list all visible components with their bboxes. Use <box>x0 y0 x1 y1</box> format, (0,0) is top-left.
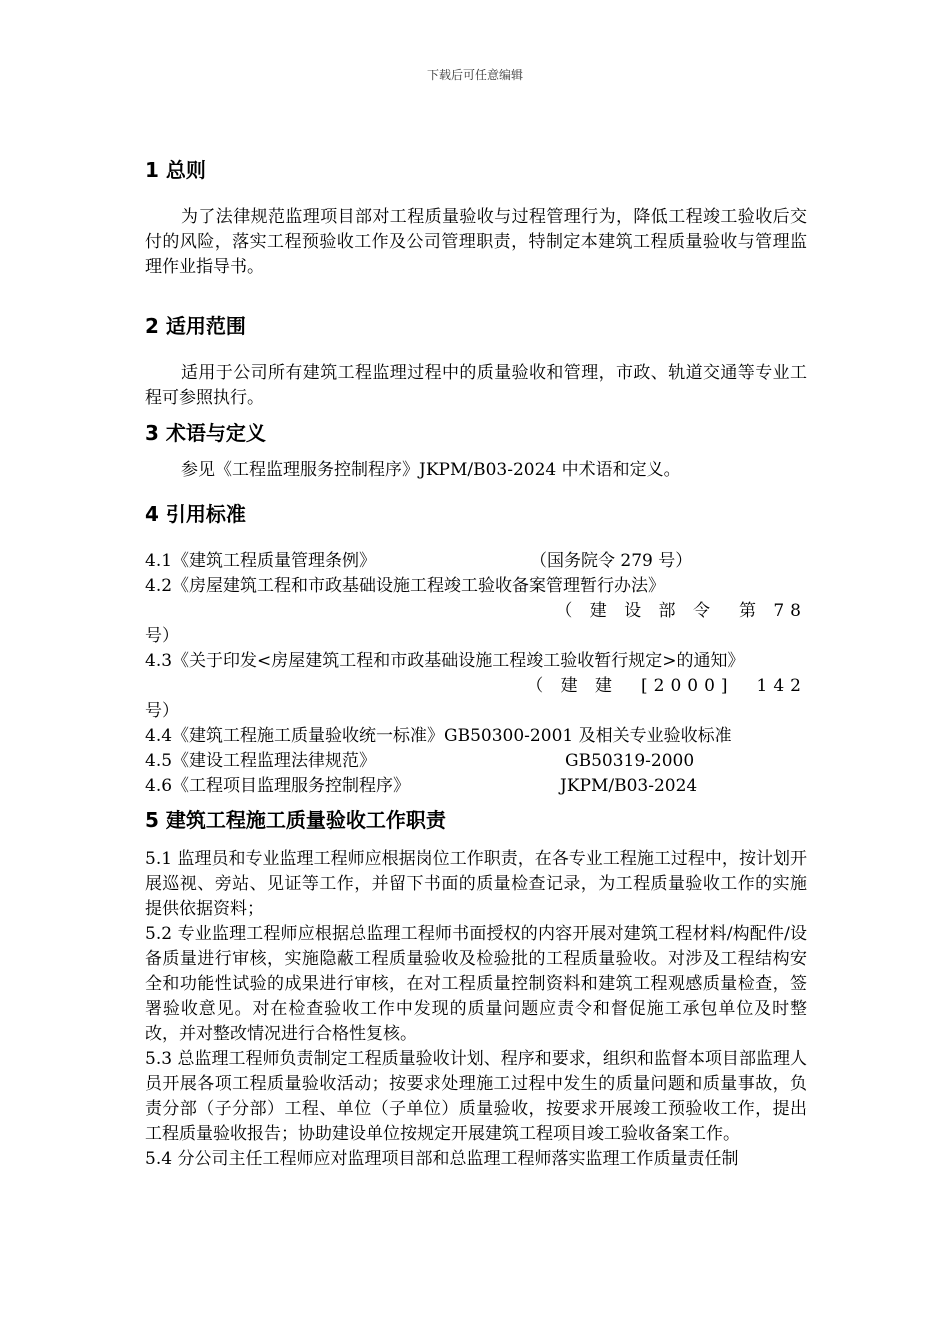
reference-3-title: 4.3《关于印发<房屋建筑工程和市政基础设施工程竣工验收暂行规定>的通知》 <box>145 651 745 671</box>
reference-4-title: 4.4《建筑工程施工质量验收统一标准》GB50300-2001 及相关专业验收标准 <box>145 726 732 746</box>
section-5-heading: 5 建筑工程施工质量验收工作职责 <box>145 808 446 832</box>
reference-1-title: 4.1《建筑工程质量管理条例》 <box>145 551 377 571</box>
section-3-heading: 3 术语与定义 <box>145 421 266 445</box>
section-5-paragraph-3: 5.3 总监理工程师负责制定工程质量验收计划、程序和要求，组织和监督本项目部监理人员开展各项工程质量验收活动；按要求处理施工过程中发生的质量问题和质量事故，负责分部（子分部）工程、单位（子单位）质量验收，按要求开展竣工预验收工作，提出工程质量验收报告；协助建设单位按规定开展建筑工程项目竣工验收备案工作。 <box>145 1049 807 1144</box>
reference-5-code: GB50319-2000 <box>565 751 695 771</box>
section-5-paragraph-1: 5.1 监理员和专业监理工程师应根据岗位工作职责，在各专业工程施工过程中，按计划开展巡视、旁站、见证等工作，并留下书面的质量检查记录，为工程质量验收工作的实施提供依据资料； <box>145 849 807 919</box>
page-header-note: 下载后可任意编辑 <box>426 68 523 82</box>
section-1 <box>145 158 807 280</box>
reference-item-4 <box>145 724 807 749</box>
reference-1-code: （国务院令 279 号） <box>530 551 693 571</box>
reference-2-code-a: （ 建 设 部 令 第 78 <box>555 601 807 621</box>
reference-3-code-a: （ 建 建 [2000] 142 <box>526 676 807 696</box>
section-1-heading: 1 总则 <box>145 158 206 182</box>
reference-2-code-b: 号） <box>145 626 179 646</box>
section-5 <box>145 808 807 1172</box>
section-2-heading: 2 适用范围 <box>145 314 246 338</box>
section-4 <box>145 502 807 799</box>
reference-item-5 <box>145 749 807 774</box>
reference-item-1 <box>145 549 807 574</box>
section-3 <box>145 421 807 483</box>
section-5-paragraph-4: 5.4 分公司主任工程师应对监理项目部和总监理工程师落实监理工作质量责任制 <box>145 1149 739 1169</box>
reference-5-title: 4.5《建设工程监理法律规范》 <box>145 751 377 771</box>
section-4-heading: 4 引用标准 <box>145 502 246 526</box>
section-5-paragraph-2: 5.2 专业监理工程师应根据总监理工程师书面授权的内容开展对建筑工程材料/构配件/设备质量进行审核，实施隐蔽工程质量验收及检验批的工程质量验收。对涉及工程结构安全和功能性试验的成果进行审核，在对工程质量控制资料和建筑工程观感质量检查，签署验收意见。对在检查验收工作中发现的质量问题应责令和督促施工承包单位及时整改，并对整改情况进行合格性复核。 <box>145 924 807 1044</box>
reference-item-6 <box>145 774 807 799</box>
reference-6-title: 4.6《工程项目监理服务控制程序》 <box>145 776 411 796</box>
section-2-body: 适用于公司所有建筑工程监理过程中的质量验收和管理，市政、轨道交通等专业工程可参照执行。 <box>145 363 807 408</box>
reference-item-3 <box>145 649 807 724</box>
reference-2-title: 4.2《房屋建筑工程和市政基础设施工程竣工验收备案管理暂行办法》 <box>145 576 666 596</box>
section-2 <box>145 314 807 411</box>
reference-6-code: JKPM/B03-2024 <box>560 776 698 796</box>
reference-item-2 <box>145 574 807 649</box>
section-1-body: 为了法律规范监理项目部对工程质量验收与过程管理行为，降低工程竣工验收后交付的风险，落实工程预验收工作及公司管理职责，特制定本建筑工程质量验收与管理监理作业指导书。 <box>145 207 807 277</box>
section-3-body: 参见《工程监理服务控制程序》JKPM/B03-2024 中术语和定义。 <box>181 460 681 480</box>
reference-3-code-b: 号） <box>145 701 179 721</box>
